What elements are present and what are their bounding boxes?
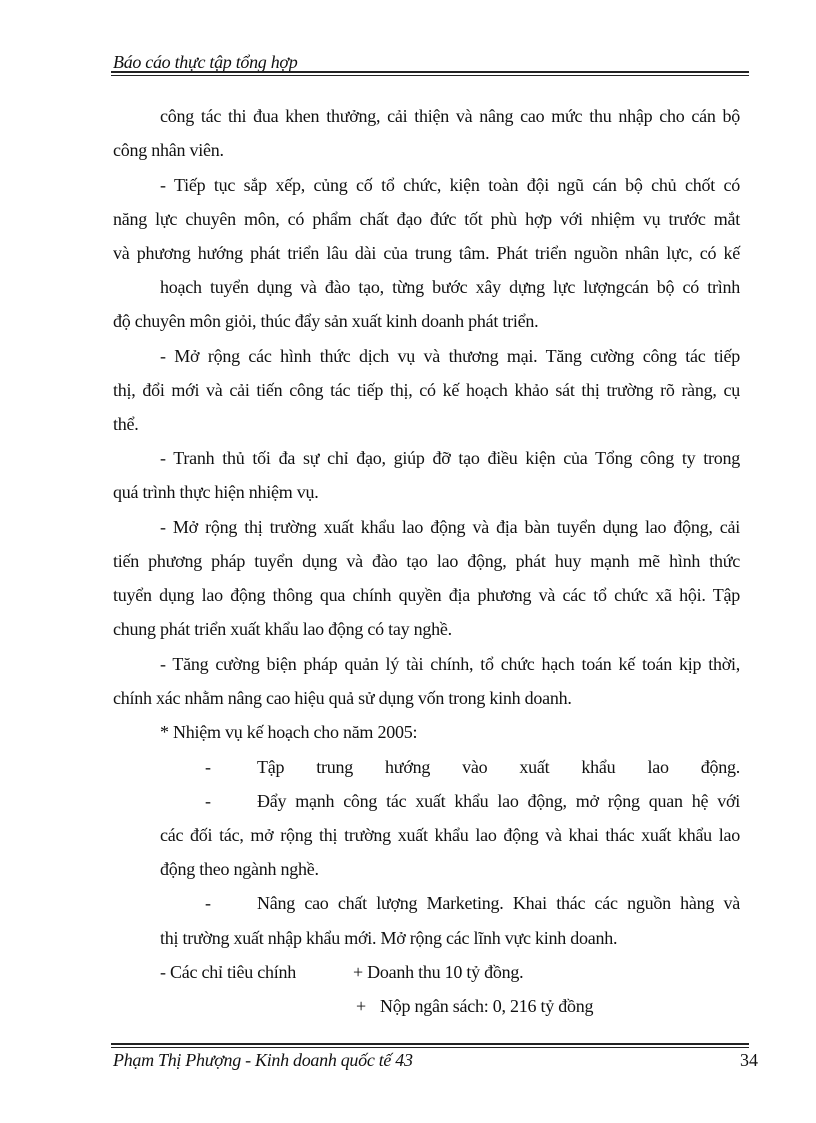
footer-rule xyxy=(111,1043,749,1048)
text-line: - Tranh thủ tối đa sự chỉ đạo, giúp đỡ tạo điều kiện của Tổng công ty trong xyxy=(160,448,740,468)
text-line: chung phát triển xuất khẩu lao động có tay nghề. xyxy=(113,619,452,639)
text-line: chính xác nhằm nâng cao hiệu quả sử dụng vốn trong kinh doanh. xyxy=(113,688,572,708)
target-plus: + xyxy=(356,996,366,1016)
targets-label: - Các chỉ tiêu chính xyxy=(160,962,296,982)
bullet-dash: - xyxy=(205,893,211,913)
text-line: độ chuyên môn giỏi, thúc đẩy sản xuất kinh doanh phát triển. xyxy=(113,311,539,331)
text-line: hoạch tuyển dụng và đào tạo, từng bước xây dựng lực lượngcán bộ có trình xyxy=(160,277,740,297)
section-heading: * Nhiệm vụ kế hoạch cho năm 2005: xyxy=(160,722,418,742)
text-line: thể. xyxy=(113,414,139,434)
bullet-dash: - xyxy=(205,757,211,777)
text-line: năng lực chuyên môn, có phẩm chất đạo đức tốt phù hợp với nhiệm vụ trước mắt xyxy=(113,209,740,229)
bullet-text: Tập trung hướng vào xuất khẩu lao động. xyxy=(257,757,740,777)
page-number: 34 xyxy=(740,1050,758,1070)
bullet-dash: - xyxy=(205,791,211,811)
text-line: - Tiếp tục sắp xếp, củng cố tổ chức, kiện toàn đội ngũ cán bộ chủ chốt có xyxy=(160,175,740,195)
header-rule xyxy=(111,71,749,76)
footer-author: Phạm Thị Phượng - Kinh doanh quốc tế 43 xyxy=(113,1050,413,1070)
text-line: tuyển dụng lao động thông qua chính quyền địa phương và các tổ chức xã hội. Tập xyxy=(113,585,740,605)
text-line: - Mở rộng các hình thức dịch vụ và thương mại. Tăng cường công tác tiếp xyxy=(160,346,740,366)
text-line: thị trường xuất nhập khẩu mới. Mở rộng các lĩnh vực kinh doanh. xyxy=(160,928,618,948)
text-line: thị, đổi mới và cải tiến công tác tiếp thị, có kế hoạch khảo sát thị trường rõ ràng, cụ xyxy=(113,380,740,400)
text-line: công nhân viên. xyxy=(113,140,224,160)
text-line: - Mở rộng thị trường xuất khẩu lao động và địa bàn tuyển dụng lao động, cải xyxy=(160,517,740,537)
running-header: Báo cáo thực tập tổng hợp xyxy=(113,52,298,72)
text-line: động theo ngành nghề. xyxy=(160,859,319,879)
text-line: quá trình thực hiện nhiệm vụ. xyxy=(113,482,319,502)
text-line: và phương hướng phát triển lâu dài của trung tâm. Phát triển nguồn nhân lực, có kế xyxy=(113,243,740,263)
text-line: tiến phương pháp tuyển dụng và đào tạo lao động, phát huy mạnh mẽ hình thức xyxy=(113,551,740,571)
bullet-text: Nâng cao chất lượng Marketing. Khai thác các nguồn hàng và xyxy=(257,893,740,913)
target-budget: Nộp ngân sách: 0, 216 tỷ đồng xyxy=(380,996,594,1016)
text-line: - Tăng cường biện pháp quản lý tài chính, tổ chức hạch toán kế toán kịp thời, xyxy=(160,654,740,674)
text-line: các đối tác, mở rộng thị trường xuất khẩu lao động và khai thác xuất khẩu lao xyxy=(160,825,740,845)
bullet-text: Đẩy mạnh công tác xuất khẩu lao động, mở rộng quan hệ với xyxy=(257,791,740,811)
text-line: công tác thi đua khen thưởng, cải thiện và nâng cao mức thu nhập cho cán bộ xyxy=(160,106,740,126)
target-revenue: + Doanh thu 10 tỷ đồng. xyxy=(353,962,524,982)
